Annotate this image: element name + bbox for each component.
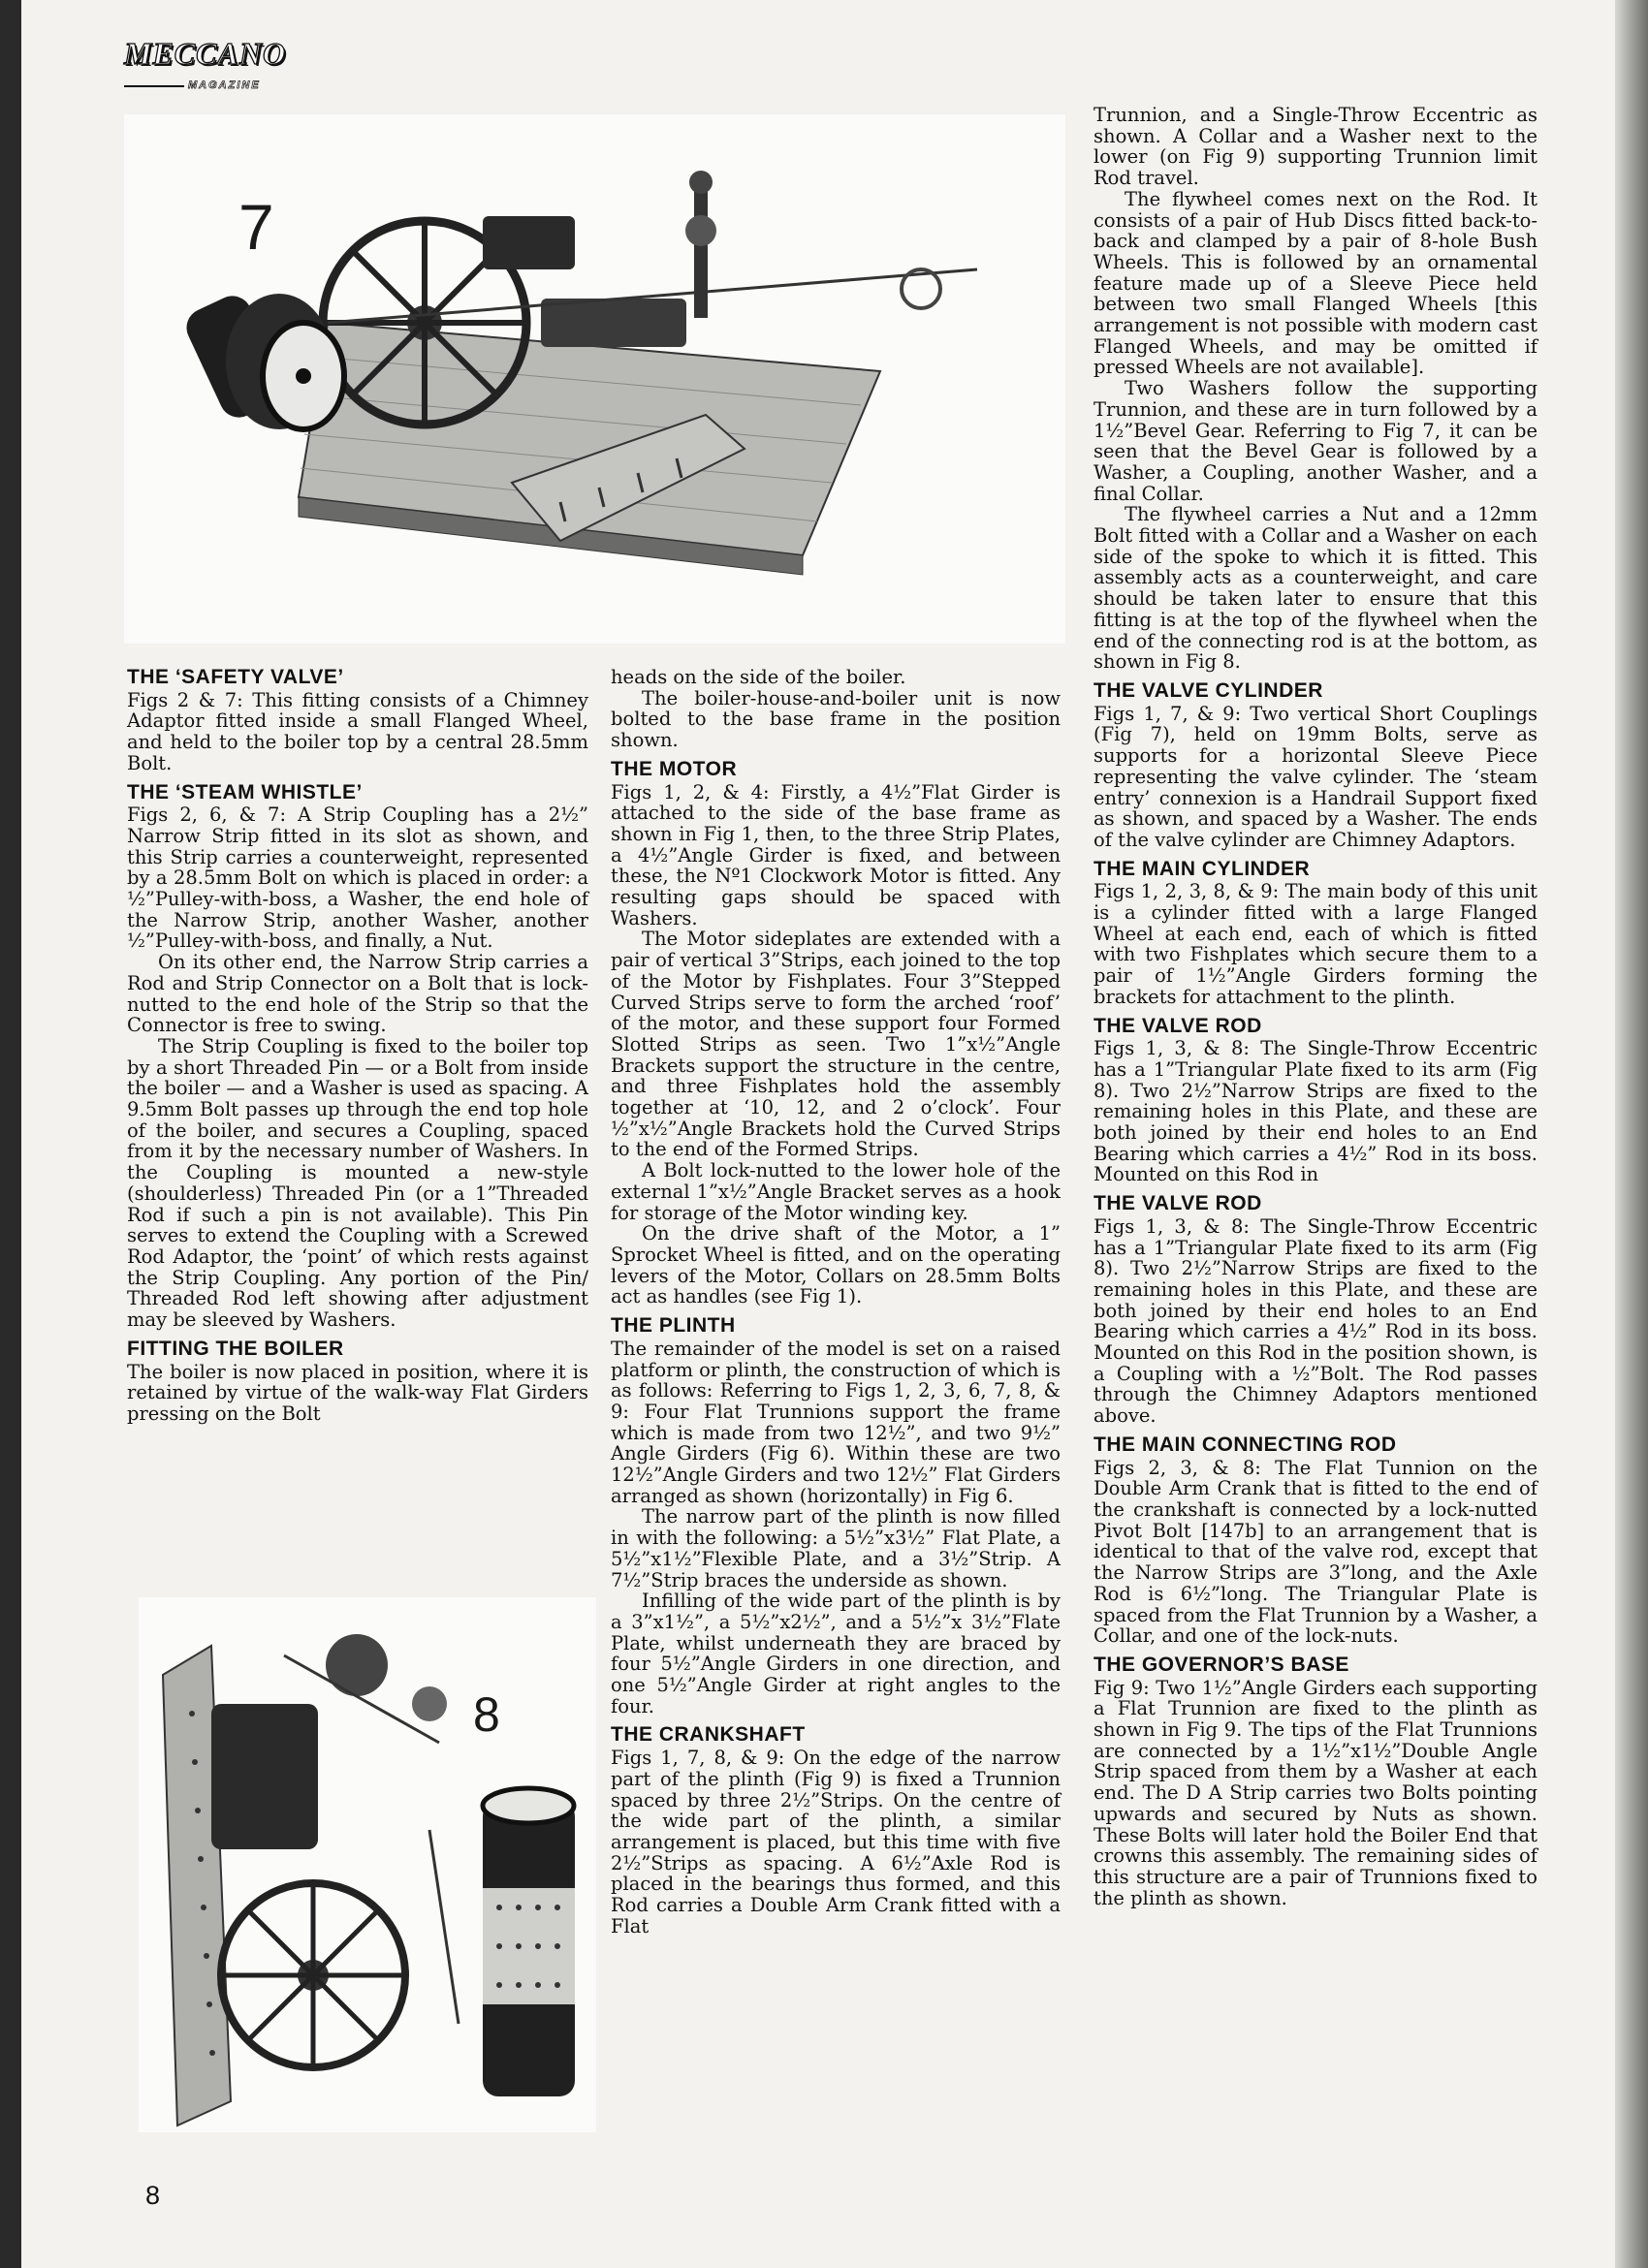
paragraph-plinth-1: The remainder of the model is set on a raised platform or plinth, the construction of which is as follows: Referring to Figs 1, 2, 3, 6, 7, 8, & 9: Four Flat Trunnions support the frame which is made from two 12½”, and two 9½” Angle Girders (Fig 6). Within these are two 12½”Angle Girders and two 12½” Flat Girders arranged as shown (horizontally) in Fig 6. [611, 1337, 1061, 1507]
heading-fitting-boiler: FITTING THE BOILER [127, 1337, 344, 1360]
paragraph-steam-whistle-2: On its other end, the Narrow Strip carries a Rod and Strip Connector on a Bolt that is lock-nutted to the end hole of the Strip so that the Connector is free to swing. [127, 951, 588, 1037]
paragraph-crankshaft: Figs 1, 7, 8, & 9: On the edge of the narrow part of the plinth (Fig 9) is fixed a Trunnion spaced by three 2½”Strips. On the centre of the wide part of the plinth, a similar arrangement is placed, but this time with five 2½”Strips as spacing. A 6½”Axle Rod is placed in the bearings thus formed, and this Rod carries a Double Arm Crank fitted with a Flat [611, 1747, 1061, 1937]
paragraph-motor-3: A Bolt lock-nutted to the lower hole of the external 1”x½”Angle Bracket serves as a hook for storage of the Motor winding key. [611, 1159, 1061, 1224]
masthead-title: MECCANO [124, 36, 287, 71]
paragraph-plinth-2: The narrow part of the plinth is now filled in with the following: a 5½”x3½” Flat Plate, a 5½”x1½”Flexible Plate, and a 3½”Strip. A 7½”Strip braces the underside as shown. [611, 1505, 1061, 1591]
heading-safety-valve: THE ‘SAFETY VALVE’ [127, 666, 344, 688]
paragraph-motor-2: The Motor sideplates are extended with a pair of vertical 3”Strips, each joined to the top of the Motor by Fishplates. Four 3”Stepped Curved Strips serve to form the arched ‘roof’ of the motor, and these support four Formed Slotted Strips as seen. Two 1”x½”Angle Brackets support the structure in the centre, and three Fishplates hold the assembly together at ‘10, 12, and 2 o’clock’. Four ½”x½”Angle Brackets hold the Curved Strips to the end of the Formed Strips. [611, 928, 1061, 1161]
paragraph-plinth-3: Infilling of the wide part of the plinth is by a 3”x1½”, a 5½”x2½”, and a 5½”x 3½”Flate Plate, whilst underneath they are braced by four 5½”Angle Girders in one direction, and one 5½”Angle Girder at right angles to the four. [611, 1590, 1061, 1717]
heading-valve-rod-1: THE VALVE ROD [1093, 1014, 1262, 1037]
paragraph-boiler-continued: heads on the side of the boiler. [611, 666, 906, 688]
paragraph-crankshaft-continued: Trunnion, and a Single-Throw Eccentric as shown. A Collar and a Washer next to the lower (on Fig 9) supporting Trunnion limit Rod travel. [1093, 104, 1537, 190]
paragraph-steam-whistle-1: Figs 2, 6, & 7: A Strip Coupling has a 2½” Narrow Strip fitted in its slot as shown, and this Strip carries a counterweight, represented by a 28.5mm Bolt on which is placed in order: a ½”Pulley-with-boss, a Washer, the end hole of the Narrow Strip, another Washer, another ½”Pulley-with-boss, and finally, a Nut. [127, 803, 588, 953]
heading-main-connecting-rod: THE MAIN CONNECTING ROD [1093, 1433, 1397, 1456]
masthead-rule [124, 85, 184, 87]
paragraph-steam-whistle-3: The Strip Coupling is fixed to the boiler top by a short Threaded Pin — or a Bolt from inside the boiler — and a Washer is used as spacing. A 9.5mm Bolt passes up through the end top hole of the boiler, and secures a Coupling, spaced from it by the necessary number of Washers. In the Coupling is mounted a new-style (shoulderless) Threaded Pin (or a 1”Threaded Rod if such a pin is not available). This Pin serves to extend the Coupling with a Screwed Rod Adaptor, the ‘point’ of which rests against the Strip Coupling. Any portion of the Pin/ Threaded Rod left showing after adjustment may be sleeved by Washers. [127, 1034, 588, 1332]
page-edge-shadow [1615, 0, 1648, 2268]
paragraph-boiler-unit: The boiler-house-and-boiler unit is now bolted to the base frame in the position shown. [611, 686, 1061, 752]
heading-governors-base: THE GOVERNOR’S BASE [1093, 1653, 1349, 1676]
masthead-subtitle: MAGAZINE [188, 79, 261, 91]
paragraph-valve-rod-1: Figs 1, 3, & 8: The Single-Throw Eccentric has a 1”Triangular Plate fixed to its arm (Fig 8). Two 2½”Narrow Strips are fixed to the remaining holes in this Plate, and these are both joined by their end holes to an End Bearing which carries a 4½” Rod in its boss. Mounted on this Rod in [1093, 1037, 1537, 1186]
heading-motor: THE MOTOR [611, 757, 738, 780]
paragraph-flywheel-3: The flywheel carries a Nut and a 12mm Bolt fitted with a Collar and a Washer on each side of the spoke to which it is fitted. This assembly acts as a counterweight, and care should be taken later to ensure that this fitting is at the top of the flywheel when the end of the connecting rod is at the bottom, as shown in Fig 8. [1093, 503, 1537, 674]
figure-8-label: 8 [473, 1687, 500, 1742]
masthead-logo [124, 37, 328, 99]
figure-8-photo [139, 1597, 596, 2132]
paragraph-valve-cylinder: Figs 1, 7, & 9: Two vertical Short Couplings (Fig 7), held on 19mm Bolts, serve as supports for a horizontal Sleeve Piece representing the valve cylinder. The ‘steam entry’ connexion is a Handrail Support fixed as shown, and spaced by a Washer. The ends of the valve cylinder are Chimney Adaptors. [1093, 702, 1537, 851]
heading-plinth: THE PLINTH [611, 1314, 736, 1338]
heading-crankshaft: THE CRANKSHAFT [611, 1723, 806, 1747]
paragraph-motor-4: On the drive shaft of the Motor, a 1” Sprocket Wheel is fitted, and on the operating levers of the Motor, Collars on 28.5mm Bolts act as handles (see Fig 1). [611, 1222, 1061, 1308]
paragraph-flywheel-2: Two Washers follow the supporting Trunnion, and these are in turn followed by a 1½”Bevel Gear. Referring to Fig 7, it can be seen that the Bevel Gear is followed by a Washer, a Coupling, another Washer, and a final Collar. [1093, 377, 1537, 505]
paragraph-fitting-boiler: The boiler is now placed in position, where it is retained by virtue of the walk-way Flat Girders pressing on the Bolt [127, 1360, 588, 1425]
paragraph-main-cylinder: Figs 1, 2, 3, 8, & 9: The main body of this unit is a cylinder fitted with a large Flanged Wheel at each end, each of which is fitted with two Fishplates which secure them to a pair of 1½”Angle Girders forming the brackets for attachment to the plinth. [1093, 880, 1537, 1008]
heading-valve-rod-2: THE VALVE ROD [1093, 1192, 1262, 1215]
paragraph-motor-1: Figs 1, 2, & 4: Firstly, a 4½”Flat Girder is attached to the side of the base frame as shown in Fig 1, then, to the three Strip Plates, a 4½”Angle Girder is fixed, and between these, the Nº1 Clockwork Motor is fitted. Any resulting gaps should be spaced with Washers. [611, 780, 1061, 929]
paragraph-valve-rod-2: Figs 1, 3, & 8: The Single-Throw Eccentric has a 1”Triangular Plate fixed to its arm (Fig 8). Two 2½”Narrow Strips are fixed to the remaining holes in this Plate, and these are both joined by their end holes to an End Bearing which carries a 4½” Rod in its boss. Mounted on this Rod in the position shown, is a Coupling with a ½”Bolt. The Rod passes through the Chimney Adaptors mentioned above. [1093, 1214, 1537, 1428]
paragraph-governors-base: Fig 9: Two 1½”Angle Girders each supporting a Flat Trunnion are fixed to the plinth as shown in Fig 9. The tips of the Flat Trunnions are connected by a 1½”x1½”Double Angle Strip spaced from them by a Washer at each end. The D A Strip carries two Bolts pointing upwards and secured by Nuts as shown. These Bolts will later hold the Boiler End that crowns this assembly. The remaining sides of this structure are a pair of Trunnions fixed to the plinth as shown. [1093, 1676, 1537, 1909]
column-3 [1093, 105, 1537, 1908]
heading-main-cylinder: THE MAIN CYLINDER [1093, 857, 1311, 880]
figure-8-illustration [139, 1597, 596, 2132]
column-2 [611, 667, 1061, 1937]
figure-7-photo [124, 114, 1065, 644]
paragraph-main-connecting-rod: Figs 2, 3, & 8: The Flat Tunnion on the Double Arm Crank that is fitted to the end of the crankshaft is connected by a lock-nutted Pivot Bolt [147b] to an arrangement that is identical to that of the valve rod, except that the Narrow Strips are 3”long, and the Axle Rod is 6½”long. The Triangular Plate is spaced from the Flat Trunnion by a Washer, a Collar, and one of the lock-nuts. [1093, 1456, 1537, 1648]
figure-7-label: 7 [238, 191, 274, 263]
paragraph-flywheel-1: The flywheel comes next on the Rod. It consists of a pair of Hub Discs fitted back-to-back and clamped by a pair of 8-hole Bush Wheels. This is followed by an ornamental feature made up of a Sleeve Piece held between two small Flanged Wheels [this arrangement is not possible with modern cast Flanged Wheels, and may be omitted if pressed Wheels are not available]. [1093, 187, 1537, 379]
column-1 [127, 667, 588, 1425]
heading-steam-whistle: THE ‘STEAM WHISTLE’ [127, 780, 363, 803]
page-binding-shadow [0, 0, 21, 2268]
page-number: 8 [145, 2181, 161, 2210]
heading-valve-cylinder: THE VALVE CYLINDER [1093, 678, 1323, 702]
paragraph-safety-valve: Figs 2 & 7: This fitting consists of a Chimney Adaptor fitted inside a small Flanged Wheel, and held to the boiler top by a central 28.5mm Bolt. [127, 688, 588, 774]
